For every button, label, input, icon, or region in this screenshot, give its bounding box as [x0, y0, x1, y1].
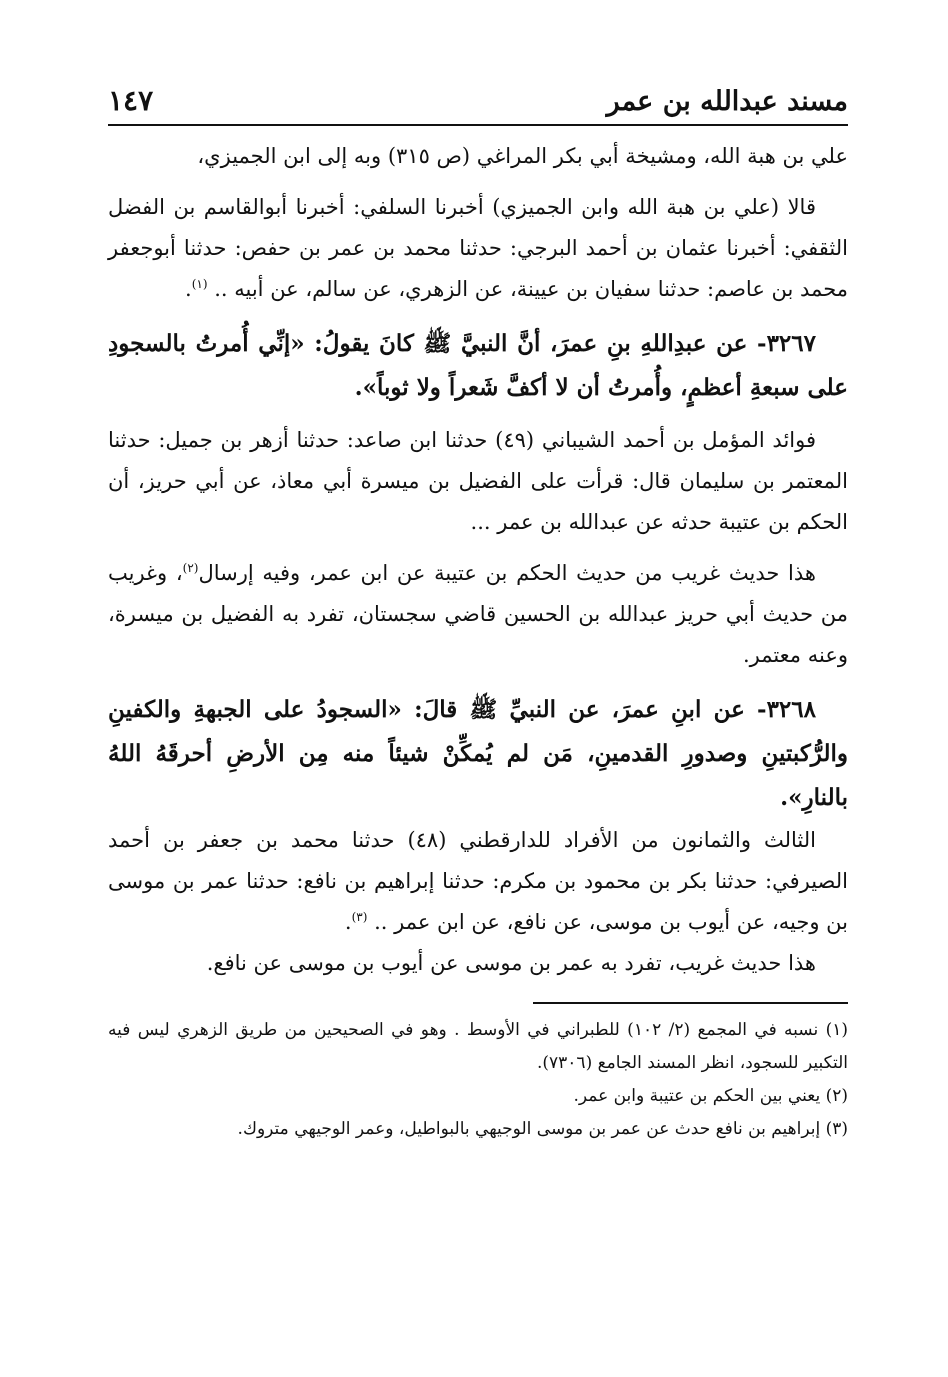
footnote-3: (٣) إبراهيم بن نافع حدث عن عمر بن موسى الوجيهي بالبواطيل، وعمر الوجيهي متروك.: [237, 1119, 848, 1139]
hadith-3268: ٣٢٦٨- عن ابنِ عمرَ، عن النبيِّ ﷺ قالَ: «السجودُ على الجبهةِ والكفينِ والرُّكبتينِ وصدورِ القدمينِ، مَن لم يُمكِّنْ شيئاً منه مِن الأرضِ أحرقَهُ اللهُ بالنارِ».: [108, 696, 848, 811]
footnote-marker: (١): [191, 277, 208, 291]
commentary-paragraph: هذا حديث غريب، تفرد به عمر بن موسى عن أيوب بن موسى عن نافع.: [206, 951, 816, 975]
running-title: مسند عبدالله بن عمر: [606, 86, 848, 117]
paragraph-text: هذا حديث غريب من حديث الحكم بن عتيبة عن ابن عمر، وفيه إرسال: [198, 561, 816, 585]
text-paragraph: علي بن هبة الله، ومشيخة أبي بكر المراغي (ص ٣١٥) وبه إلى ابن الجميزي،: [197, 144, 848, 168]
footnote-marker: (٣): [351, 910, 368, 924]
commentary-paragraph: [108, 553, 848, 676]
page-header: [108, 80, 848, 126]
isnad-paragraph: [108, 187, 848, 310]
isnad-paragraph: [108, 820, 848, 943]
isnad-paragraph: فوائد المؤمل بن أحمد الشيباني (٤٩) حدثنا ابن صاعد: حدثنا أزهر بن جميل: حدثنا المعتمر بن سليمان قال: قرأت على الفضيل بن ميسرة أبي معاذ، عن أبي حريز، أن الحكم بن عتيبة حدثه عن عبدالله بن عمر ...: [108, 428, 848, 534]
footnote-separator: [533, 1002, 848, 1004]
page-body: [108, 136, 848, 1146]
footnote-2: (٢) يعني بين الحكم بن عتيبة وابن عمر.: [573, 1086, 848, 1106]
period: .: [185, 277, 192, 301]
paragraph-text: قالا (علي بن هبة الله وابن الجميزي) أخبرنا السلفي: أخبرنا أبوالقاسم بن الفضل الثقفي: أخبرنا عثمان بن أحمد البرجي: حدثنا محمد بن عمر بن حفص: حدثنا أبوجعفر محمد بن عاصم: حدثنا سفيان بن عيينة، عن الزهري، عن سالم، عن أبيه ..: [108, 195, 848, 301]
page-number: ١٤٧: [108, 84, 154, 117]
paragraph-text: الثالث والثمانون من الأفراد للدارقطني (٤٨) حدثنا محمد بن جعفر بن أحمد الصيرفي: حدثنا بكر بن محمود بن مكرم: حدثنا إبراهيم بن نافع: حدثنا عمر بن موسى بن وجيه، عن أيوب بن موسى، عن نافع، عن ابن عمر ..: [108, 828, 848, 934]
footnote-marker: (٢): [182, 561, 199, 575]
book-page: [108, 80, 848, 1146]
period: .: [344, 910, 352, 934]
footnote-1: (١) نسبه في المجمع (٢/ ١٠٢) للطبراني في الأوسط . وهو في الصحيحين من طريق الزهري ليس فيه التكبير للسجود، انظر المسند الجامع (٧٣٠٦).: [108, 1020, 848, 1073]
paragraph-text: ، وغريب من حديث أبي حريز عبدالله بن الحسين قاضي سجستان، تفرد به الفضيل بن ميسرة، وعنه معتمر.: [108, 561, 848, 667]
hadith-3267: ٣٢٦٧- عن عبدِاللهِ بنِ عمرَ، أنَّ النبيَّ ﷺ كانَ يقولُ: «إنِّي أُمرتُ بالسجودِ على سبعةِ أعظمٍ، وأُمرتُ أن لا أكفَّ شَعراً ولا ثوباً».: [108, 330, 848, 401]
